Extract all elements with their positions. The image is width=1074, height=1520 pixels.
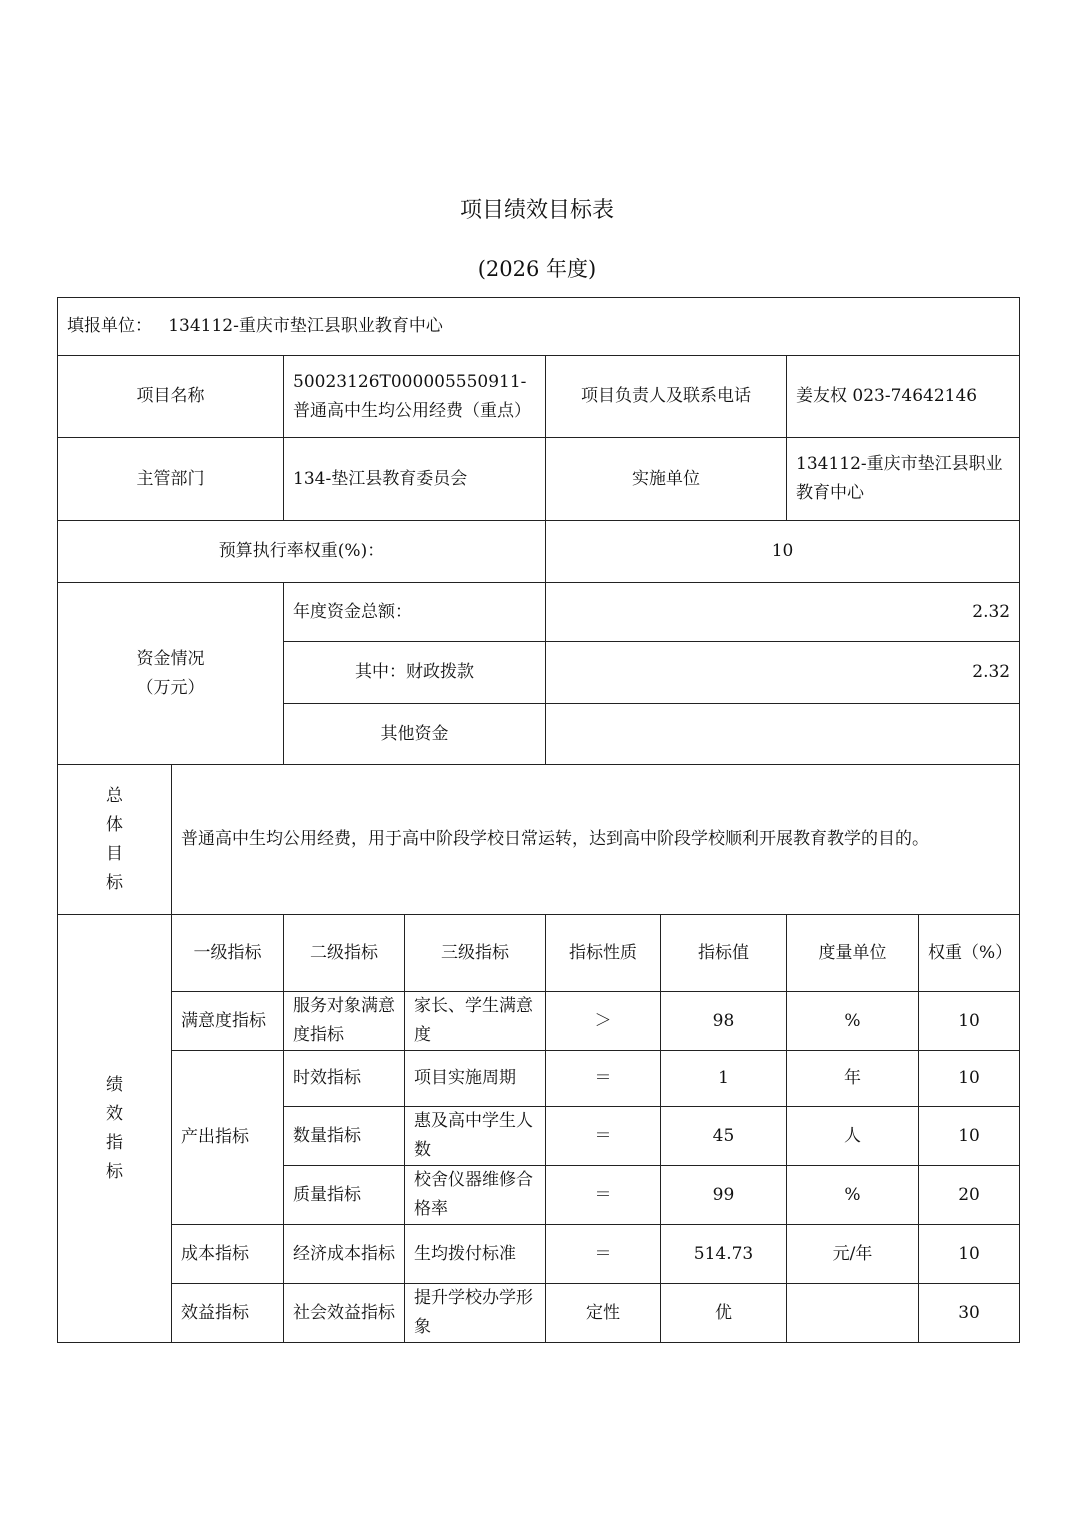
- funds-unit: （万元）: [136, 677, 205, 698]
- department-value: 134-垫江县教育委员会: [284, 438, 546, 521]
- budget-weight-label: 预算执行率权重(%)：: [58, 521, 546, 583]
- filling-unit-label: 填报单位：: [67, 316, 152, 336]
- overall-goal-char: 体: [106, 814, 123, 835]
- nature-cell: ＞: [546, 992, 661, 1051]
- level3-cell: 提升学校办学形象: [405, 1284, 546, 1343]
- funds-total-label: 年度资金总额：: [284, 583, 546, 642]
- value-cell: 98: [661, 992, 787, 1051]
- value-cell: 514.73: [661, 1225, 787, 1284]
- header-level3: 三级指标: [405, 915, 546, 992]
- nature-cell: ＝: [546, 1225, 661, 1284]
- overall-goal-text: 普通高中生均公用经费，用于高中阶段学校日常运转，达到高中阶段学校顺利开展教育教学的目的。: [172, 765, 1020, 915]
- overall-goal-label: [58, 765, 172, 915]
- header-level1: 一级指标: [172, 915, 284, 992]
- funds-fiscal-value: 2.32: [546, 642, 1020, 704]
- value-cell: 1: [661, 1051, 787, 1107]
- unit-cell: 年: [787, 1051, 919, 1107]
- page-title: 项目绩效目标表: [459, 198, 614, 223]
- header-weight: 权重（%）: [919, 915, 1020, 992]
- value-cell: 99: [661, 1166, 787, 1225]
- implementer-label: 实施单位: [546, 438, 787, 521]
- funds-label-cell: [58, 583, 284, 765]
- unit-cell: %: [787, 1166, 919, 1225]
- nature-cell: ＝: [546, 1166, 661, 1225]
- weight-cell: 10: [919, 1107, 1020, 1166]
- filling-unit-cell: [58, 298, 1020, 356]
- header-level2: 二级指标: [284, 915, 405, 992]
- department-label: 主管部门: [58, 438, 284, 521]
- header-value: 指标值: [661, 915, 787, 992]
- unit-cell: 人: [787, 1107, 919, 1166]
- page-subtitle: (2026 年度): [477, 257, 597, 281]
- level3-cell: 生均拨付标准: [405, 1225, 546, 1284]
- unit-cell: [787, 1284, 919, 1343]
- nature-cell: ＝: [546, 1107, 661, 1166]
- indicators-char: 标: [106, 1161, 123, 1182]
- overall-goal-char: 总: [106, 785, 123, 806]
- weight-cell: 20: [919, 1166, 1020, 1225]
- indicators-char: 效: [106, 1103, 123, 1124]
- table-row: [58, 1225, 1020, 1284]
- overall-goal-char: 目: [106, 843, 123, 864]
- indicators-label: [58, 915, 172, 1343]
- level2-cell: 服务对象满意度指标: [284, 992, 405, 1051]
- level2-cell: 数量指标: [284, 1107, 405, 1166]
- funds-other-value: [546, 704, 1020, 765]
- weight-cell: 30: [919, 1284, 1020, 1343]
- budget-weight-value: 10: [546, 521, 1020, 583]
- level1-cell: 成本指标: [172, 1225, 284, 1284]
- unit-cell: 元/年: [787, 1225, 919, 1284]
- weight-cell: 10: [919, 1051, 1020, 1107]
- funds-other-label: 其他资金: [284, 704, 546, 765]
- funds-fiscal-label: 其中：财政拨款: [284, 642, 546, 704]
- nature-cell: ＝: [546, 1051, 661, 1107]
- level3-cell: 惠及高中学生人数: [405, 1107, 546, 1166]
- performance-target-table: [57, 297, 1020, 1343]
- project-name-label: 项目名称: [58, 356, 284, 438]
- level3-cell: 家长、学生满意度: [405, 992, 546, 1051]
- funds-total-value: 2.32: [546, 583, 1020, 642]
- nature-cell: 定性: [546, 1284, 661, 1343]
- value-cell: 优: [661, 1284, 787, 1343]
- level3-cell: 校舍仪器维修合格率: [405, 1166, 546, 1225]
- table-row: [58, 1284, 1020, 1343]
- level2-cell: 经济成本指标: [284, 1225, 405, 1284]
- unit-cell: %: [787, 992, 919, 1051]
- table-row: [58, 992, 1020, 1051]
- level2-cell: 社会效益指标: [284, 1284, 405, 1343]
- level1-cell: 满意度指标: [172, 992, 284, 1051]
- level3-cell: 项目实施周期: [405, 1051, 546, 1107]
- indicators-char: 绩: [106, 1074, 123, 1095]
- project-lead-label: 项目负责人及联系电话: [546, 356, 787, 438]
- overall-goal-char: 标: [106, 872, 123, 893]
- level2-cell: 时效指标: [284, 1051, 405, 1107]
- table-row: [58, 1051, 1020, 1107]
- weight-cell: 10: [919, 992, 1020, 1051]
- filling-unit-value: 134112-重庆市垫江县职业教育中心: [168, 316, 443, 336]
- project-name-value: 50023126T000005550911-普通高中生均公用经费（重点）: [284, 356, 546, 438]
- value-cell: 45: [661, 1107, 787, 1166]
- project-lead-value: 姜友权 023-74642146: [787, 356, 1020, 438]
- header-unit: 度量单位: [787, 915, 919, 992]
- implementer-value: 134112-重庆市垫江县职业教育中心: [787, 438, 1020, 521]
- weight-cell: 10: [919, 1225, 1020, 1284]
- funds-label: 资金情况: [136, 648, 205, 669]
- header-nature: 指标性质: [546, 915, 661, 992]
- level2-cell: 质量指标: [284, 1166, 405, 1225]
- level1-cell: 效益指标: [172, 1284, 284, 1343]
- level1-cell: 产出指标: [172, 1051, 284, 1225]
- indicators-char: 指: [106, 1132, 123, 1153]
